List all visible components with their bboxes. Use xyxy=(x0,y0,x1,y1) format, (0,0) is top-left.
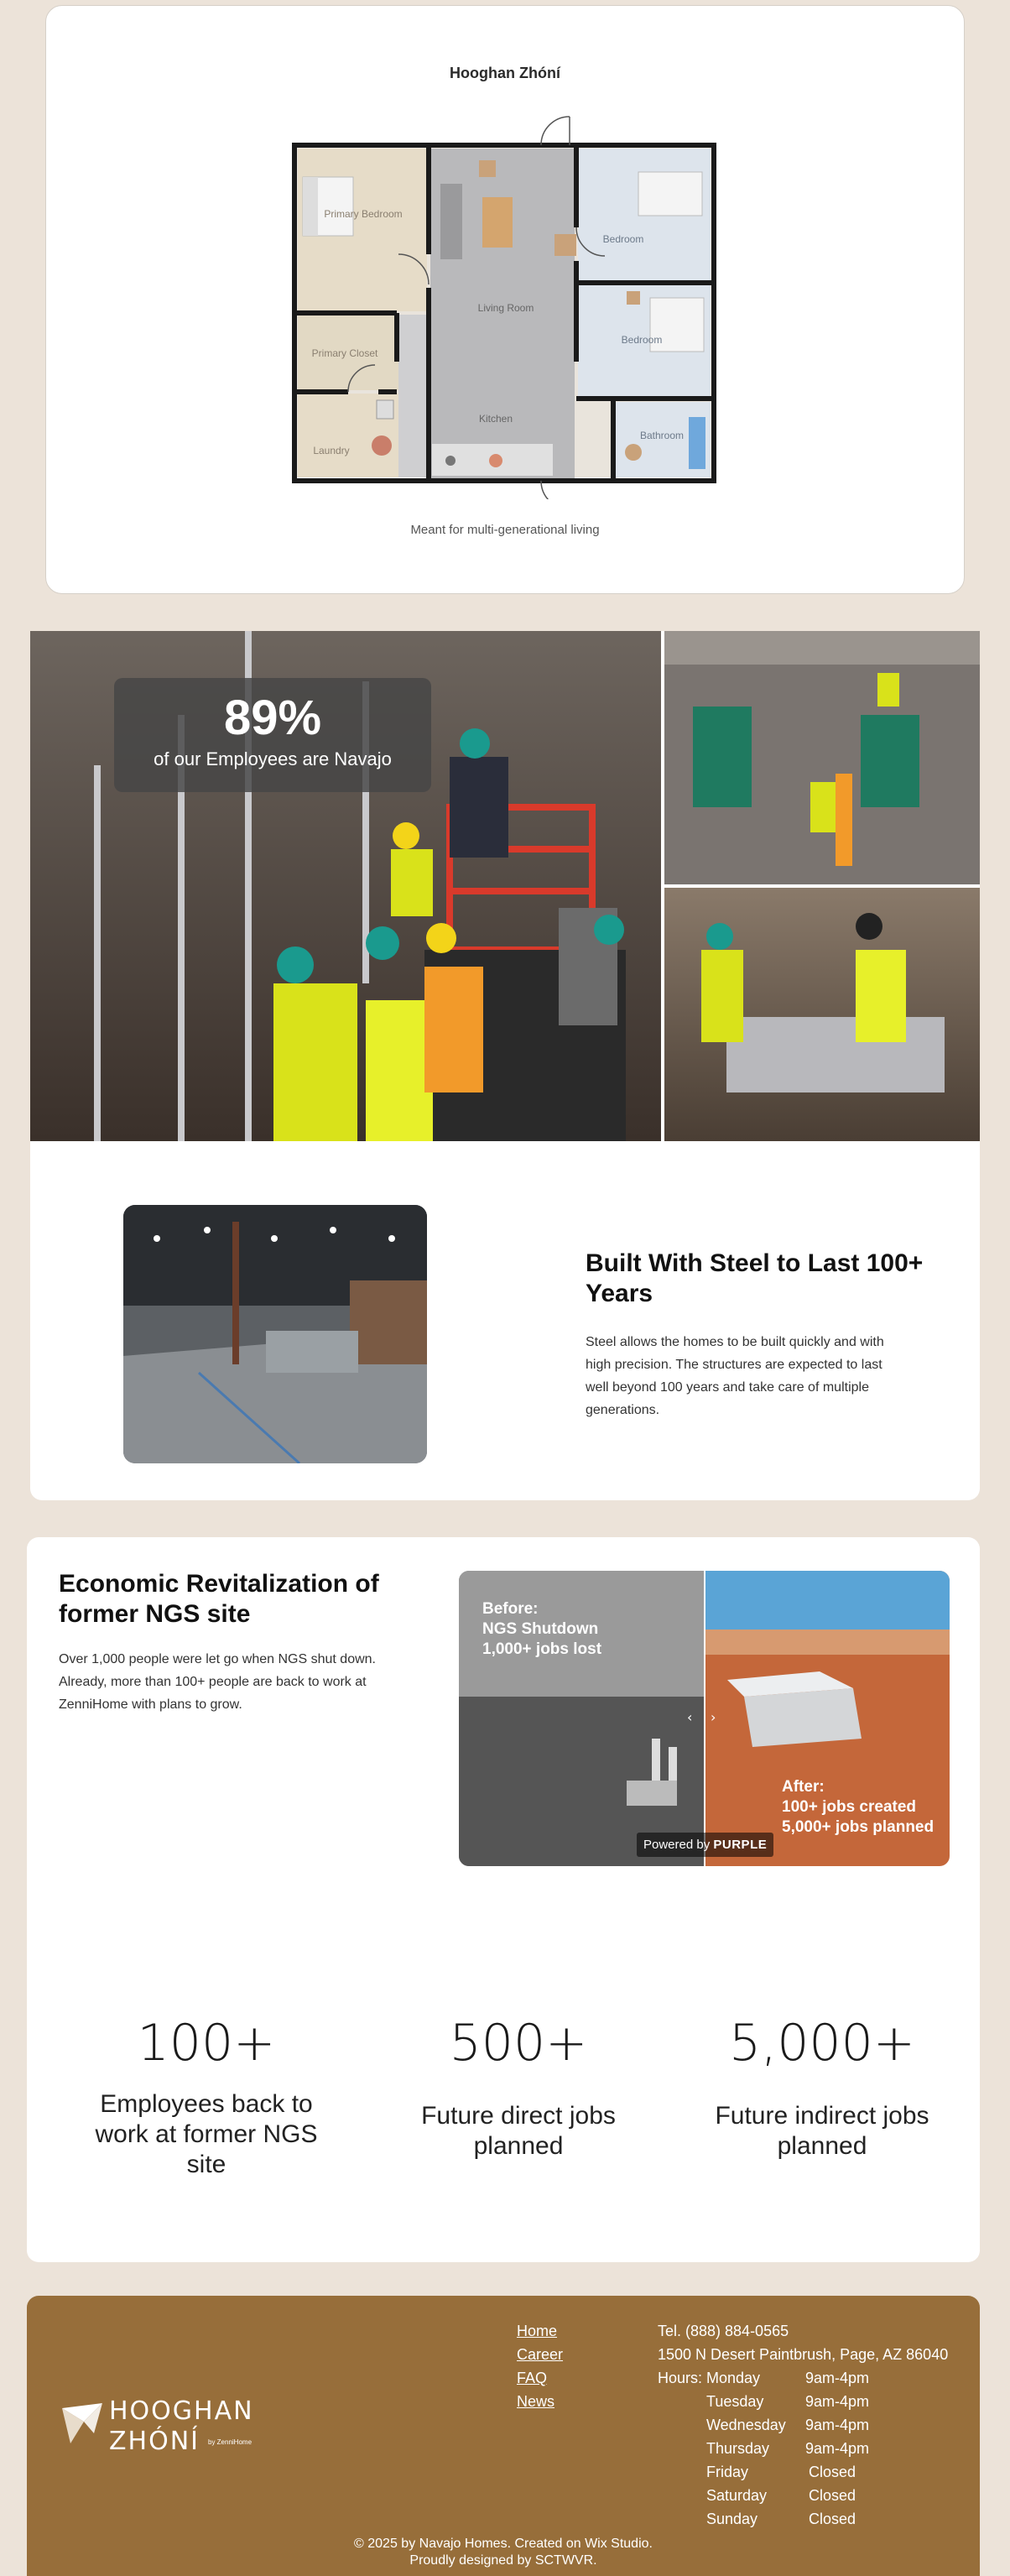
stat-label: Future direct jobs planned xyxy=(421,2102,616,2160)
hours-day: Saturday xyxy=(706,2487,768,2504)
copyright xyxy=(27,2536,980,2569)
label-living-room: Living Room xyxy=(477,302,534,314)
footer-contact xyxy=(658,2319,948,2366)
designer-credit: Proudly designed by SCTWVR. xyxy=(409,2553,597,2568)
svg-text:‹: ‹ xyxy=(687,1709,693,1725)
hours-day: Monday xyxy=(706,2370,761,2386)
svg-text:›: › xyxy=(711,1709,716,1725)
factory-floor-image xyxy=(123,1205,427,1463)
stat-direct-jobs xyxy=(367,2014,669,2161)
address: 1500 N Desert Paintbrush, Page, AZ 86040 xyxy=(658,2346,949,2363)
hours-day: Wednesday xyxy=(706,2417,786,2433)
steel-heading: Built With Steel to Last 100+ Years xyxy=(586,1249,924,1307)
logo-by: by ZenniHome xyxy=(208,2438,252,2446)
label-primary-bedroom: Primary Bedroom xyxy=(324,208,403,220)
workforce-photo-collage xyxy=(30,631,980,1141)
after-label: After: xyxy=(782,1778,825,1796)
footer-nav xyxy=(517,2319,563,2413)
floor-plan-card xyxy=(45,5,965,594)
label-primary-closet: Primary Closet xyxy=(311,347,378,359)
hours-row xyxy=(658,2390,869,2413)
hours-day: Tuesday xyxy=(706,2393,764,2410)
powered-prefix: Powered by xyxy=(643,1838,711,1852)
stat-number: 5,000+ xyxy=(728,2014,916,2073)
steel-description: Steel allows the homes to be built quickly and with high precision. The structures are expected to last well beyond 100 years and take care of multiple generations. xyxy=(586,1335,884,1417)
hours-row xyxy=(658,2460,869,2484)
site-footer xyxy=(27,2296,980,2576)
label-bathroom: Bathroom xyxy=(639,430,685,441)
label-kitchen: Kitchen xyxy=(478,413,513,425)
floor-plan-drawing xyxy=(289,110,726,499)
footer-link-faq[interactable]: FAQ xyxy=(517,2370,548,2386)
hours-time: 9am-4pm xyxy=(805,2440,870,2457)
label-bedroom-2: Bedroom xyxy=(621,334,663,346)
navajo-label: of our Employees are Navajo xyxy=(154,748,392,769)
hours-day: Thursday xyxy=(706,2440,770,2457)
footer-link-news[interactable]: News xyxy=(517,2393,555,2410)
hours-day: Friday xyxy=(706,2464,749,2480)
navajo-employees-stat xyxy=(114,678,431,792)
after-line1: 100+ jobs created xyxy=(782,1798,917,1816)
hours-row xyxy=(658,2437,869,2460)
business-hours xyxy=(658,2366,869,2531)
stat-employees xyxy=(45,2014,367,2180)
hours-time: Closed xyxy=(809,2464,856,2480)
label-bedroom-1: Bedroom xyxy=(602,233,644,245)
footer-link-home[interactable]: Home xyxy=(517,2323,558,2339)
hours-row xyxy=(658,2366,869,2390)
before-line1: NGS Shutdown xyxy=(482,1620,599,1638)
hours-label: Hours: xyxy=(658,2370,703,2386)
before-line2: 1,000+ jobs lost xyxy=(482,1640,602,1658)
stat-label: Future indirect jobs planned xyxy=(715,2102,929,2160)
economic-heading: Economic Revitalization of former NGS site xyxy=(59,1570,379,1628)
copyright-line: © 2025 by Navajo Homes. Created on Wix Studio. xyxy=(354,2537,653,2551)
stat-indirect-jobs xyxy=(688,2014,956,2161)
logo-mark-icon xyxy=(59,2396,106,2455)
floor-plan-caption: Meant for multi-generational living xyxy=(410,523,600,537)
label-laundry: Laundry xyxy=(313,445,350,456)
economic-description: Over 1,000 people were let go when NGS shut down. Already, more than 100+ people are back to work at ZenniHome with plans to grow. xyxy=(59,1652,376,1712)
floor-plan-title: Hooghan Zhóní xyxy=(450,65,560,81)
logo-line1: HOOGHAN xyxy=(109,2396,254,2426)
before-caption xyxy=(482,1599,601,1660)
stat-label: Employees back to work at former NGS site xyxy=(95,2090,318,2178)
hours-time: 9am-4pm xyxy=(805,2370,870,2386)
hours-row xyxy=(658,2507,869,2531)
after-caption xyxy=(782,1777,934,1838)
hours-time: 9am-4pm xyxy=(805,2393,870,2410)
phone-number: Tel. (888) 884-0565 xyxy=(658,2323,789,2339)
hours-time: Closed xyxy=(809,2487,856,2504)
hours-row xyxy=(658,2413,869,2437)
powered-brand: PURPLE xyxy=(713,1838,768,1852)
after-line2: 5,000+ jobs planned xyxy=(782,1818,935,1836)
economic-section xyxy=(27,1537,980,2262)
footer-link-career[interactable]: Career xyxy=(517,2346,564,2363)
hours-row xyxy=(658,2484,869,2507)
hours-time: Closed xyxy=(809,2511,856,2527)
stat-number: 500+ xyxy=(449,2014,588,2073)
stat-number: 100+ xyxy=(137,2014,276,2073)
hooghan-zhoni-logo[interactable] xyxy=(59,2393,268,2456)
navajo-percent: 89% xyxy=(223,691,322,745)
hours-day: Sunday xyxy=(706,2511,758,2527)
before-after-slider[interactable] xyxy=(459,1571,950,1866)
before-label: Before: xyxy=(482,1600,539,1618)
powered-by-badge[interactable] xyxy=(637,1833,773,1857)
hours-time: 9am-4pm xyxy=(805,2417,870,2433)
logo-line2: ZHÓNÍ xyxy=(109,2427,200,2456)
